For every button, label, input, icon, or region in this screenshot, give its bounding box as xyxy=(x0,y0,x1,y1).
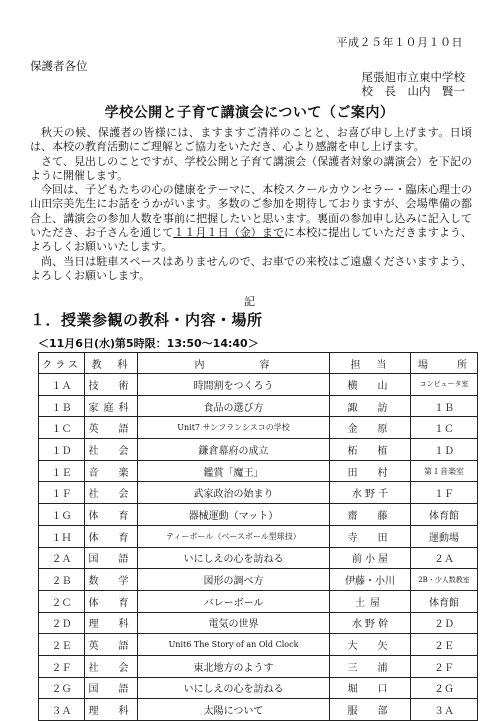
cell-content: いにしえの心を訪ねる xyxy=(138,677,330,699)
cell-content: 太陽について xyxy=(138,699,330,721)
cell-content: 武家政治の始まり xyxy=(138,482,330,504)
cell-class: ２Ａ xyxy=(39,547,85,569)
cell-subject: 体 育 xyxy=(85,525,138,547)
cell-place: １Ｄ xyxy=(411,439,478,461)
cell-teacher: 金 原 xyxy=(330,417,411,439)
cell-class: ２Ｂ xyxy=(39,569,85,591)
paragraph-lecture xyxy=(30,183,472,254)
cell-subject: 理 科 xyxy=(85,612,138,634)
cell-teacher: 大 矢 xyxy=(330,634,411,656)
sender-block xyxy=(362,70,466,98)
paragraph-parking: 尚、当日は駐車スペースはありませんので、お車での来校はご遠慮くださいますよう、よろしくお願いします。 xyxy=(30,254,472,282)
table-row xyxy=(39,374,478,396)
table-row xyxy=(39,460,478,482)
cell-content: バレーボール xyxy=(138,590,330,612)
cell-class: ２Ｅ xyxy=(39,634,85,656)
cell-class: １Ｅ xyxy=(39,460,85,482)
table-row xyxy=(39,417,478,439)
cell-class: ２Ｇ xyxy=(39,677,85,699)
table-row xyxy=(39,547,478,569)
cell-content: Unit6 The Story of an Old Clock xyxy=(138,634,330,656)
cell-content: 鑑賞「魔王」 xyxy=(138,460,330,482)
cell-subject: 国 語 xyxy=(85,677,138,699)
cell-place: 体育館 xyxy=(411,504,478,526)
cell-content: 東北地方のようす xyxy=(138,655,330,677)
cell-content: 電気の世界 xyxy=(138,612,330,634)
schedule-line: ＜11月6日(水)第5時限：13:50～14:40＞ xyxy=(38,337,259,350)
cell-teacher: 諏 訪 xyxy=(330,395,411,417)
cell-teacher: 服 部 xyxy=(330,699,411,721)
lecture-text-end: に本校に提出していただきますよう、よろしくお願いいたします。 xyxy=(30,226,472,254)
cell-place: ２Ｄ xyxy=(411,612,478,634)
cell-teacher: 横 山 xyxy=(330,374,411,396)
table-row xyxy=(39,590,478,612)
cell-class: １Ｂ xyxy=(39,395,85,417)
lecture-text: 今回は、子どもたちの心の健康をテーマに、本校スクールカウンセラー・臨床心理士の山田宗美先生にお話をうかがいます。多数のご参加を期待しておりますが、会場準備の都合上、講演会の参加人数を事前に把握したいと思います。裏面の参加申し込みに記入していただき、お子さんを通じて xyxy=(30,183,472,240)
cell-teacher: 柘 植 xyxy=(330,439,411,461)
cell-class: １Ａ xyxy=(39,374,85,396)
letter-body xyxy=(30,126,472,283)
table-row xyxy=(39,655,478,677)
cell-place: ２Ａ xyxy=(411,547,478,569)
table-row xyxy=(39,612,478,634)
cell-content: いにしえの心を訪ねる xyxy=(138,547,330,569)
cell-subject: 社 会 xyxy=(85,655,138,677)
cell-content: 図形の調べ方 xyxy=(138,569,330,591)
cell-teacher: 堀 口 xyxy=(330,677,411,699)
cell-class: ３Ａ xyxy=(39,699,85,721)
cell-place: ２Ｅ xyxy=(411,634,478,656)
cell-place: １Ｂ xyxy=(411,395,478,417)
table-header-row xyxy=(39,353,478,374)
cell-subject: 体 育 xyxy=(85,590,138,612)
cell-teacher: 三 浦 xyxy=(330,655,411,677)
header-place: 場 所 xyxy=(411,353,478,374)
cell-place: 体育館 xyxy=(411,590,478,612)
table-row xyxy=(39,504,478,526)
cell-teacher: 水 野 幹 xyxy=(330,612,411,634)
table-row xyxy=(39,482,478,504)
document-title: 学校公開と子育て講演会について（ご案内） xyxy=(104,105,395,121)
paragraph-greeting: 秋天の候、保護者の皆様には、ますますご清祥のことと、お喜び申し上げます。日頃は、本校の教育活動にご理解とご協力をいただき、心より感謝を申し上げます。 xyxy=(30,126,472,154)
cell-subject: 英 語 xyxy=(85,417,138,439)
table-row xyxy=(39,569,478,591)
table-row xyxy=(39,634,478,656)
cell-class: ２Ｆ xyxy=(39,655,85,677)
sender-school: 尾張旭市立東中学校 xyxy=(361,70,465,84)
header-class: クラス xyxy=(39,353,85,374)
cell-content: 器械運動（マット） xyxy=(138,504,330,526)
cell-place: 運動場 xyxy=(411,525,478,547)
cell-class: １Ｄ xyxy=(39,439,85,461)
header-content: 内 容 xyxy=(138,353,330,374)
cell-class: １Ｈ xyxy=(39,525,85,547)
cell-place: ２Ｆ xyxy=(411,655,478,677)
table-row xyxy=(39,525,478,547)
cell-content: ティーボール（ベースボール型球技） xyxy=(138,525,330,547)
cell-content: Unit7 サンフランシスコの学校 xyxy=(138,417,330,439)
paragraph-announcement: さて、見出しのことですが、学校公開と子育て講演会（保護者対象の講演会）を下記のように開催します。 xyxy=(30,154,472,182)
header-subject: 教 科 xyxy=(85,353,138,374)
cell-teacher: 土屋 xyxy=(330,590,411,612)
table-row xyxy=(39,439,478,461)
cell-subject: 家庭科 xyxy=(85,395,138,417)
header-teacher: 担 当 xyxy=(330,353,411,374)
section-title: １．授業参観の教科・内容・場所 xyxy=(30,311,263,329)
cell-place: 第１音楽室 xyxy=(411,460,478,482)
cell-subject: 数 学 xyxy=(85,569,138,591)
cell-subject: 技 術 xyxy=(85,374,138,396)
table-row xyxy=(39,677,478,699)
cell-place: ２Ｇ xyxy=(411,677,478,699)
deadline-date: １１月１日（金）まで xyxy=(173,226,284,240)
document-date: 平成２５年１０月１０日 xyxy=(336,36,463,49)
cell-class: ２Ｄ xyxy=(39,612,85,634)
table-row xyxy=(39,699,478,721)
cell-content: 鎌倉幕府の成立 xyxy=(138,439,330,461)
cell-subject: 理 科 xyxy=(85,699,138,721)
cell-class: ２Ｃ xyxy=(39,590,85,612)
cell-class: １Ｇ xyxy=(39,504,85,526)
cell-place: コンピュータ室 xyxy=(411,374,478,396)
cell-teacher: 前 小 屋 xyxy=(330,547,411,569)
table-row xyxy=(39,395,478,417)
cell-subject: 社 会 xyxy=(85,482,138,504)
ki-mark: 記 xyxy=(244,295,255,308)
cell-class: １Ｆ xyxy=(39,482,85,504)
cell-subject: 体 育 xyxy=(85,504,138,526)
cell-place: １Ｃ xyxy=(411,417,478,439)
cell-teacher: 寺 田 xyxy=(330,525,411,547)
cell-class: １Ｃ xyxy=(39,417,85,439)
cell-teacher: 水 野 千 xyxy=(330,482,411,504)
sender-principal: 校 長 山内 賢一 xyxy=(361,84,465,98)
cell-teacher: 伊藤・小川 xyxy=(330,569,411,591)
cell-content: 時間割をつくろう xyxy=(138,374,330,396)
cell-place: 2B・少人数教室 xyxy=(411,569,478,591)
cell-place: ３Ａ xyxy=(411,699,478,721)
cell-teacher: 田 村 xyxy=(330,460,411,482)
cell-subject: 音 楽 xyxy=(85,460,138,482)
class-visit-table xyxy=(38,352,478,721)
cell-subject: 英 語 xyxy=(85,634,138,656)
cell-subject: 国 語 xyxy=(85,547,138,569)
recipient: 保護者各位 xyxy=(30,59,88,73)
cell-teacher: 齋 藤 xyxy=(330,504,411,526)
cell-subject: 社 会 xyxy=(85,439,138,461)
cell-place: １Ｆ xyxy=(411,482,478,504)
cell-content: 食品の選び方 xyxy=(138,395,330,417)
